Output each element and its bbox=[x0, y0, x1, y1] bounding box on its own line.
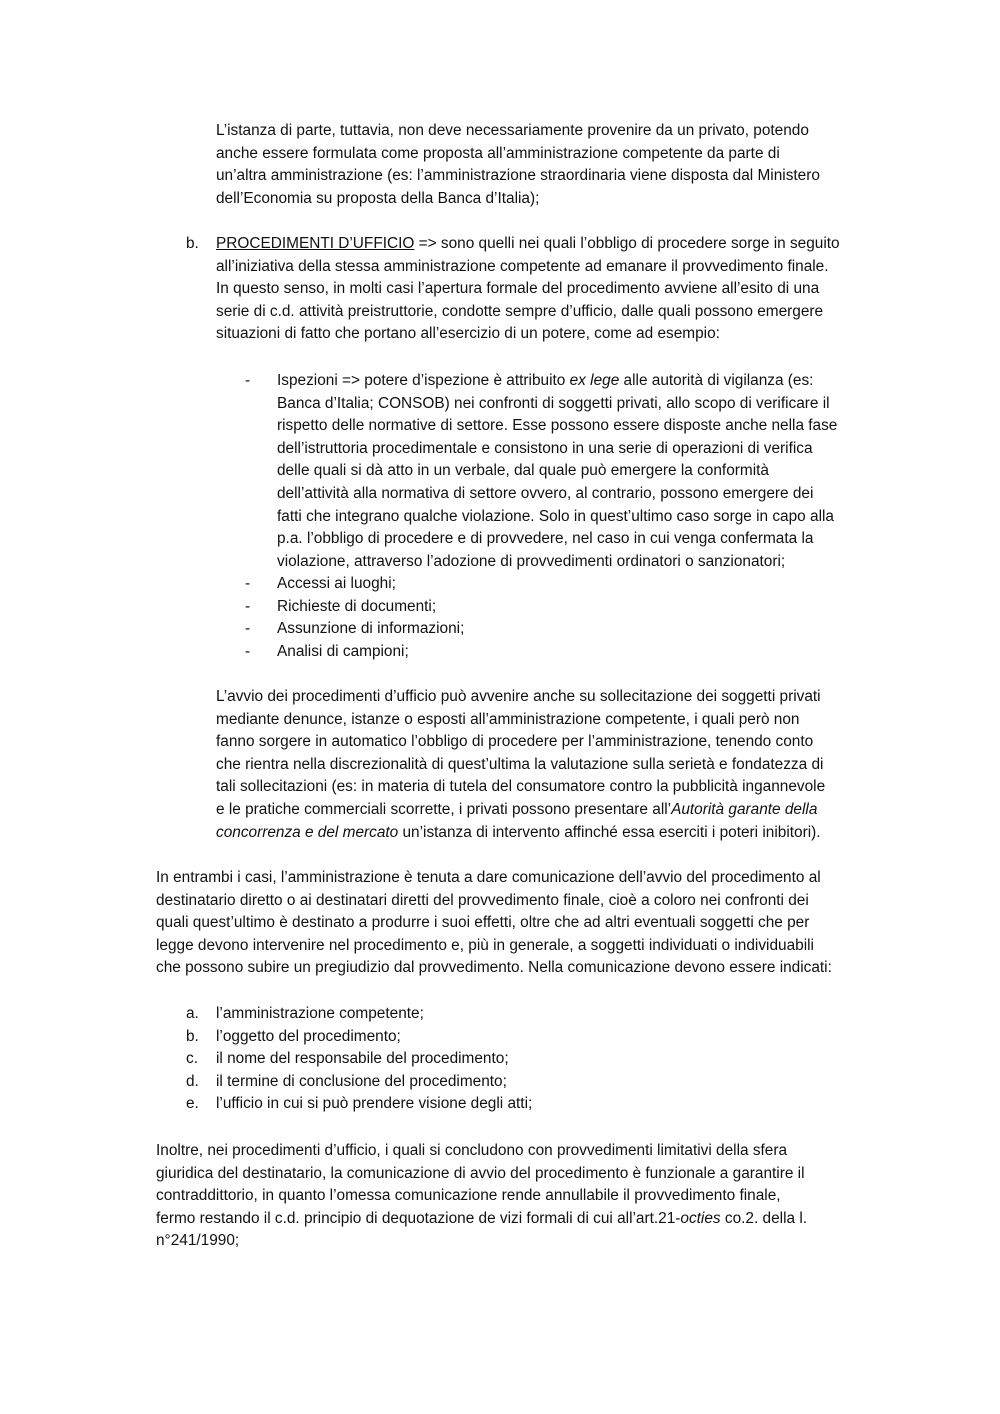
text-line: concorrenza e del mercato un’istanza di intervento affinché essa eserciti i poteri inibitori). bbox=[216, 823, 821, 841]
text-line: serie di c.d. attività preistruttorie, condotte sempre d’ufficio, dalle quali possono emergere bbox=[216, 302, 824, 320]
paragraph-comunicazione-avvio bbox=[156, 867, 832, 980]
text-line: n°241/1990; bbox=[156, 1232, 240, 1250]
text-line: mediante denunce, istanze o esposti all’amministrazione competente, i quali però non bbox=[216, 710, 800, 728]
text-line: fatti che integrano qualche violazione. Solo in quest’ultimo caso sorge in capo alla bbox=[277, 507, 834, 525]
list-marker: a. bbox=[186, 1005, 199, 1022]
list-item-procedimenti-d-ufficio bbox=[186, 233, 840, 346]
text-line: all’iniziativa della stessa amministrazione competente ad emanare il provvedimento finale. bbox=[216, 257, 829, 275]
list-marker: b. bbox=[186, 1027, 199, 1045]
text-line: In questo senso, in molti casi l’apertura formale del procedimento avviene all’esito di una bbox=[216, 280, 820, 298]
text-line: destinatario diretto o ai destinatari diretti del provvedimento finale, cioè a coloro nei confronti dei bbox=[156, 891, 809, 909]
text-line: PROCEDIMENTI D’UFFICIO => sono quelli nei quali l’obbligo di procedere sorge in seguito bbox=[216, 235, 840, 252]
italic-text: ex lege bbox=[569, 372, 620, 389]
text-line: L’istanza di parte, tuttavia, non deve necessariamente provenire da un privato, potendo bbox=[216, 122, 809, 139]
paragraph-inoltre bbox=[156, 1140, 807, 1253]
text-line: dell’istruttoria procedimentale e consistono in una serie di operazioni di verifica bbox=[277, 439, 813, 457]
text-line: quali quest’ultimo è destinato a produrre i suoi effetti, oltre che ad altri eventuali soggetti che per bbox=[156, 914, 810, 932]
bullet-dash: - bbox=[245, 597, 251, 615]
italic-text: Autorità garante della bbox=[671, 800, 818, 818]
text-line: Banca d’Italia; CONSOB) nei confronti di soggetti privati, allo scopo di verificare il bbox=[277, 394, 830, 412]
list-item: - Assunzione di informazioni; bbox=[277, 618, 464, 641]
text-line: anche essere formulata come proposta all’amministrazione competente da parte di bbox=[216, 144, 780, 162]
bullet-dash: - bbox=[245, 575, 251, 592]
text-line: dell’attività alla normativa di settore ovvero, al contrario, possono emergere dei bbox=[277, 484, 814, 502]
list-marker: e. bbox=[186, 1095, 199, 1113]
text-line: tali sollecitazioni (es: in materia di tutela del consumatore contro la pubblicità ingannevole bbox=[216, 778, 826, 796]
list-marker: c. bbox=[186, 1050, 198, 1068]
text-line: In entrambi i casi, l’amministrazione è tenuta a dare comunicazione dell’avvio del procedimento al bbox=[156, 869, 821, 886]
bullet-list-activities bbox=[245, 573, 465, 663]
list-item: - Accessi ai luoghi; bbox=[277, 573, 464, 596]
list-item: b. l’oggetto del procedimento; bbox=[216, 1026, 532, 1049]
paragraph-avvio-procedimenti bbox=[216, 686, 825, 844]
text-line: situazioni di fatto che portano all’esercizio di un potere, come ad esempio: bbox=[216, 325, 720, 343]
bullet-dash: - bbox=[245, 642, 251, 660]
text-line: L’avvio dei procedimenti d’ufficio può avvenire anche su sollecitazione dei soggetti privati bbox=[216, 688, 821, 705]
text-line: fanno sorgere in automatico l’obbligo di procedere per l’amministrazione, tenendo conto bbox=[216, 733, 814, 751]
text-line: Ispezioni => potere d’ispezione è attribuito ex lege alle autorità di vigilanza (es: bbox=[277, 372, 814, 389]
text-line: e le pratiche commerciali scorrette, i privati possono presentare all’Autorità garante della bbox=[216, 800, 818, 818]
text-line: un’altra amministrazione (es: l’amministrazione straordinaria viene disposta dal Ministero bbox=[216, 167, 820, 185]
text-line: rispetto delle normative di settore. Esse possono essere disposte anche nella fase bbox=[277, 417, 838, 435]
text-line: delle quali si dà atto in un verbale, dal quale può emergere la conformità bbox=[277, 462, 769, 480]
paragraph-istanza-di-parte bbox=[216, 120, 820, 210]
text-line: che rientra nella discrezionalità di quest’ultima la valutazione sulla serietà e fondatezza di bbox=[216, 755, 824, 773]
text-line: dell’Economia su proposta della Banca d’Italia); bbox=[216, 189, 540, 207]
text-line: legge devono intervenire nel procedimento e, più in generale, a soggetti individuati o individuabili bbox=[156, 936, 814, 954]
list-item: - Richieste di documenti; bbox=[277, 596, 464, 619]
text-line: che possono subire un pregiudizio dal provvedimento. Nella comunicazione devono essere indicati: bbox=[156, 959, 832, 977]
text-line: p.a. l’obbligo di procedere e di provvedere, nel caso in cui venga confermata la bbox=[277, 530, 814, 548]
bullet-dash: - bbox=[245, 372, 251, 389]
list-marker: d. bbox=[186, 1072, 199, 1090]
text-line: violazione, attraverso l’adozione di provvedimenti ordinatori o sanzionatori; bbox=[277, 552, 786, 570]
text-line: fermo restando il c.d. principio di dequotazione de vizi formali di cui all’art.21-octies co.2. della l. bbox=[156, 1209, 808, 1227]
lettered-list-contenuti-comunicazione bbox=[186, 1003, 533, 1116]
list-item: d. il termine di conclusione del procedimento; bbox=[216, 1071, 532, 1094]
list-marker: b. bbox=[186, 235, 199, 252]
list-item: c. il nome del responsabile del procedimento; bbox=[216, 1048, 532, 1071]
list-item: e. l’ufficio in cui si può prendere visione degli atti; bbox=[216, 1093, 532, 1116]
underlined-heading: PROCEDIMENTI D’UFFICIO bbox=[216, 235, 415, 252]
text-line: Inoltre, nei procedimenti d’ufficio, i quali si concludono con provvedimenti limitativi della sfera bbox=[156, 1142, 788, 1159]
italic-text: concorrenza e del mercato bbox=[216, 823, 399, 841]
italic-text: octies bbox=[680, 1209, 721, 1227]
text-line: contraddittorio, in quanto l’omessa comunicazione rende annullabile il provvedimento finale, bbox=[156, 1187, 781, 1205]
bullet-dash: - bbox=[245, 620, 251, 638]
text-line: giuridica del destinatario, la comunicazione di avvio del procedimento è funzionale a garantire il bbox=[156, 1164, 805, 1182]
bullet-item-ispezioni bbox=[245, 370, 838, 573]
list-item: a. l’amministrazione competente; bbox=[216, 1003, 532, 1026]
list-item: - Analisi di campioni; bbox=[277, 641, 464, 664]
